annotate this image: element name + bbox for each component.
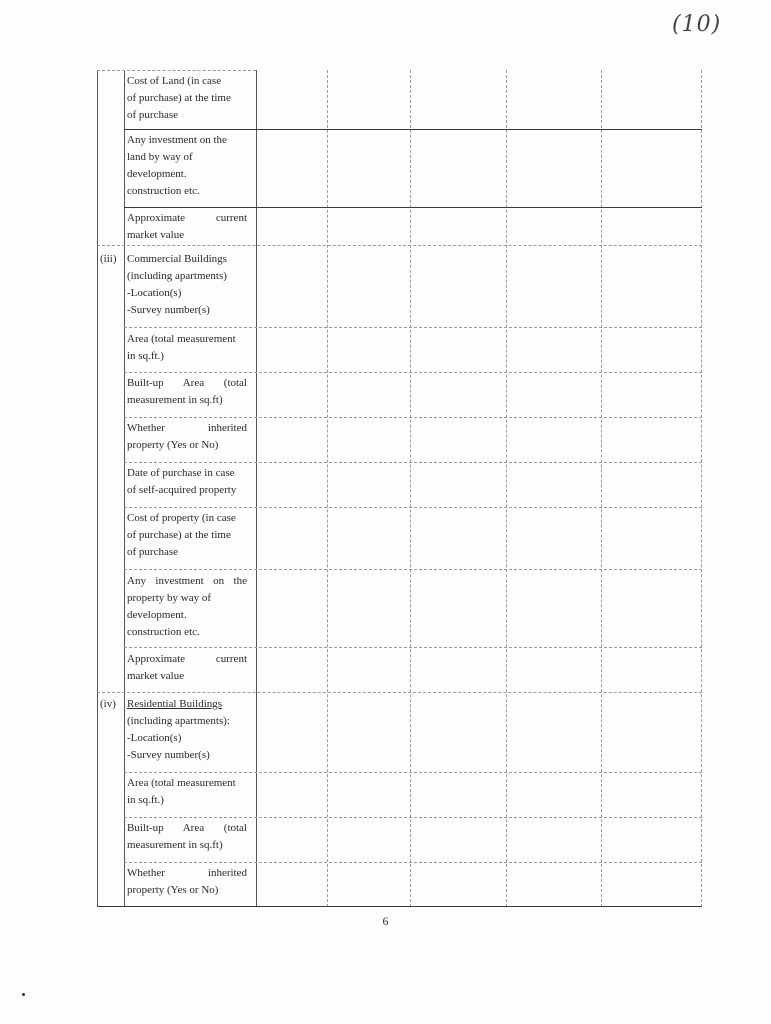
row-label-line: Approximate current [127, 212, 247, 224]
row-label-line: of self-acquired property [127, 484, 237, 496]
label-column-divider [256, 70, 257, 907]
row-label-line: construction etc. [127, 185, 200, 197]
row-separator [124, 462, 702, 463]
row-label-line: -Location(s) [127, 287, 182, 299]
row-label [127, 775, 247, 809]
row-label-line: development. [127, 168, 187, 180]
row-label-line: development. [127, 609, 187, 621]
row-label [127, 132, 247, 200]
value-column-divider-4 [601, 70, 602, 907]
row-label-line: Residential Buildings [127, 698, 223, 710]
section-number: (iii) [100, 253, 117, 265]
row-separator [124, 647, 702, 648]
row-label-line: (including apartments): [127, 715, 230, 727]
row-separator [124, 772, 702, 773]
row-separator [97, 70, 256, 71]
row-label-line: Any investment on the [127, 134, 227, 146]
row-separator [97, 692, 702, 693]
row-label [127, 865, 247, 899]
row-separator [124, 327, 702, 328]
row-label-line: Area (total measurement [127, 333, 236, 345]
table-border-left [97, 70, 98, 907]
row-label-line: property (Yes or No) [127, 884, 219, 896]
row-label-line: of purchase [127, 109, 179, 121]
row-label-line: of purchase) at the time [127, 529, 231, 541]
row-label-line: Cost of Land (in case [127, 75, 222, 87]
row-label-line: market value [127, 229, 185, 241]
row-label [127, 510, 247, 561]
row-label-line: Cost of property (in case [127, 512, 236, 524]
row-label [127, 375, 247, 409]
row-label [127, 651, 247, 685]
value-column-divider-1 [327, 70, 328, 907]
row-separator [124, 372, 702, 373]
row-label-line: market value [127, 670, 185, 682]
row-label-line: property (Yes or No) [127, 439, 219, 451]
row-label-line: (including apartments) [127, 270, 227, 282]
row-label-line: in sq.ft.) [127, 350, 164, 362]
row-label-line: Area (total measurement [127, 777, 236, 789]
asset-declaration-table [97, 70, 702, 907]
handwritten-page-mark: (10) [672, 12, 722, 37]
row-label [127, 331, 247, 365]
row-label-line: Approximate current [127, 653, 247, 665]
row-label [127, 573, 247, 641]
section-number: (iv) [100, 698, 116, 710]
row-label [127, 210, 247, 244]
scan-speck [22, 993, 25, 996]
table-border-bottom [97, 906, 702, 907]
row-label-line: Whether inherited [127, 422, 247, 434]
row-label-line: construction etc. [127, 626, 200, 638]
row-label-line: Any investment on the [127, 575, 247, 587]
row-label [127, 465, 247, 499]
row-separator [124, 569, 702, 570]
row-label-line: in sq.ft.) [127, 794, 164, 806]
value-column-divider-2 [410, 70, 411, 907]
row-separator [124, 129, 702, 130]
row-separator [124, 207, 702, 208]
value-column-divider-3 [506, 70, 507, 907]
row-label-line: Commercial Buildings [127, 253, 227, 265]
row-label [127, 73, 247, 124]
row-label-line: measurement in sq.ft) [127, 394, 223, 406]
row-label [127, 820, 247, 854]
row-label [127, 696, 247, 764]
row-label-line: -Survey number(s) [127, 304, 210, 316]
page-number: 6 [382, 914, 389, 928]
row-label-line: of purchase [127, 546, 179, 558]
row-label-line: property by way of [127, 592, 212, 604]
row-label [127, 420, 247, 454]
row-separator [97, 245, 702, 246]
row-label [127, 251, 247, 319]
table-border-right [701, 70, 702, 907]
row-label-line: Built-up Area (total [127, 377, 247, 389]
row-label-line: -Survey number(s) [127, 749, 210, 761]
row-label-line: Whether inherited [127, 867, 247, 879]
row-label-line: Built-up Area (total [127, 822, 247, 834]
row-separator [124, 817, 702, 818]
roman-column-divider [124, 70, 125, 907]
row-label-line: measurement in sq.ft) [127, 839, 223, 851]
row-label-line: of purchase) at the time [127, 92, 231, 104]
row-label-line: land by way of [127, 151, 193, 163]
row-separator [124, 417, 702, 418]
row-label-line: -Location(s) [127, 732, 182, 744]
row-separator [124, 507, 702, 508]
row-separator [124, 862, 702, 863]
row-label-line: Date of purchase in case [127, 467, 235, 479]
